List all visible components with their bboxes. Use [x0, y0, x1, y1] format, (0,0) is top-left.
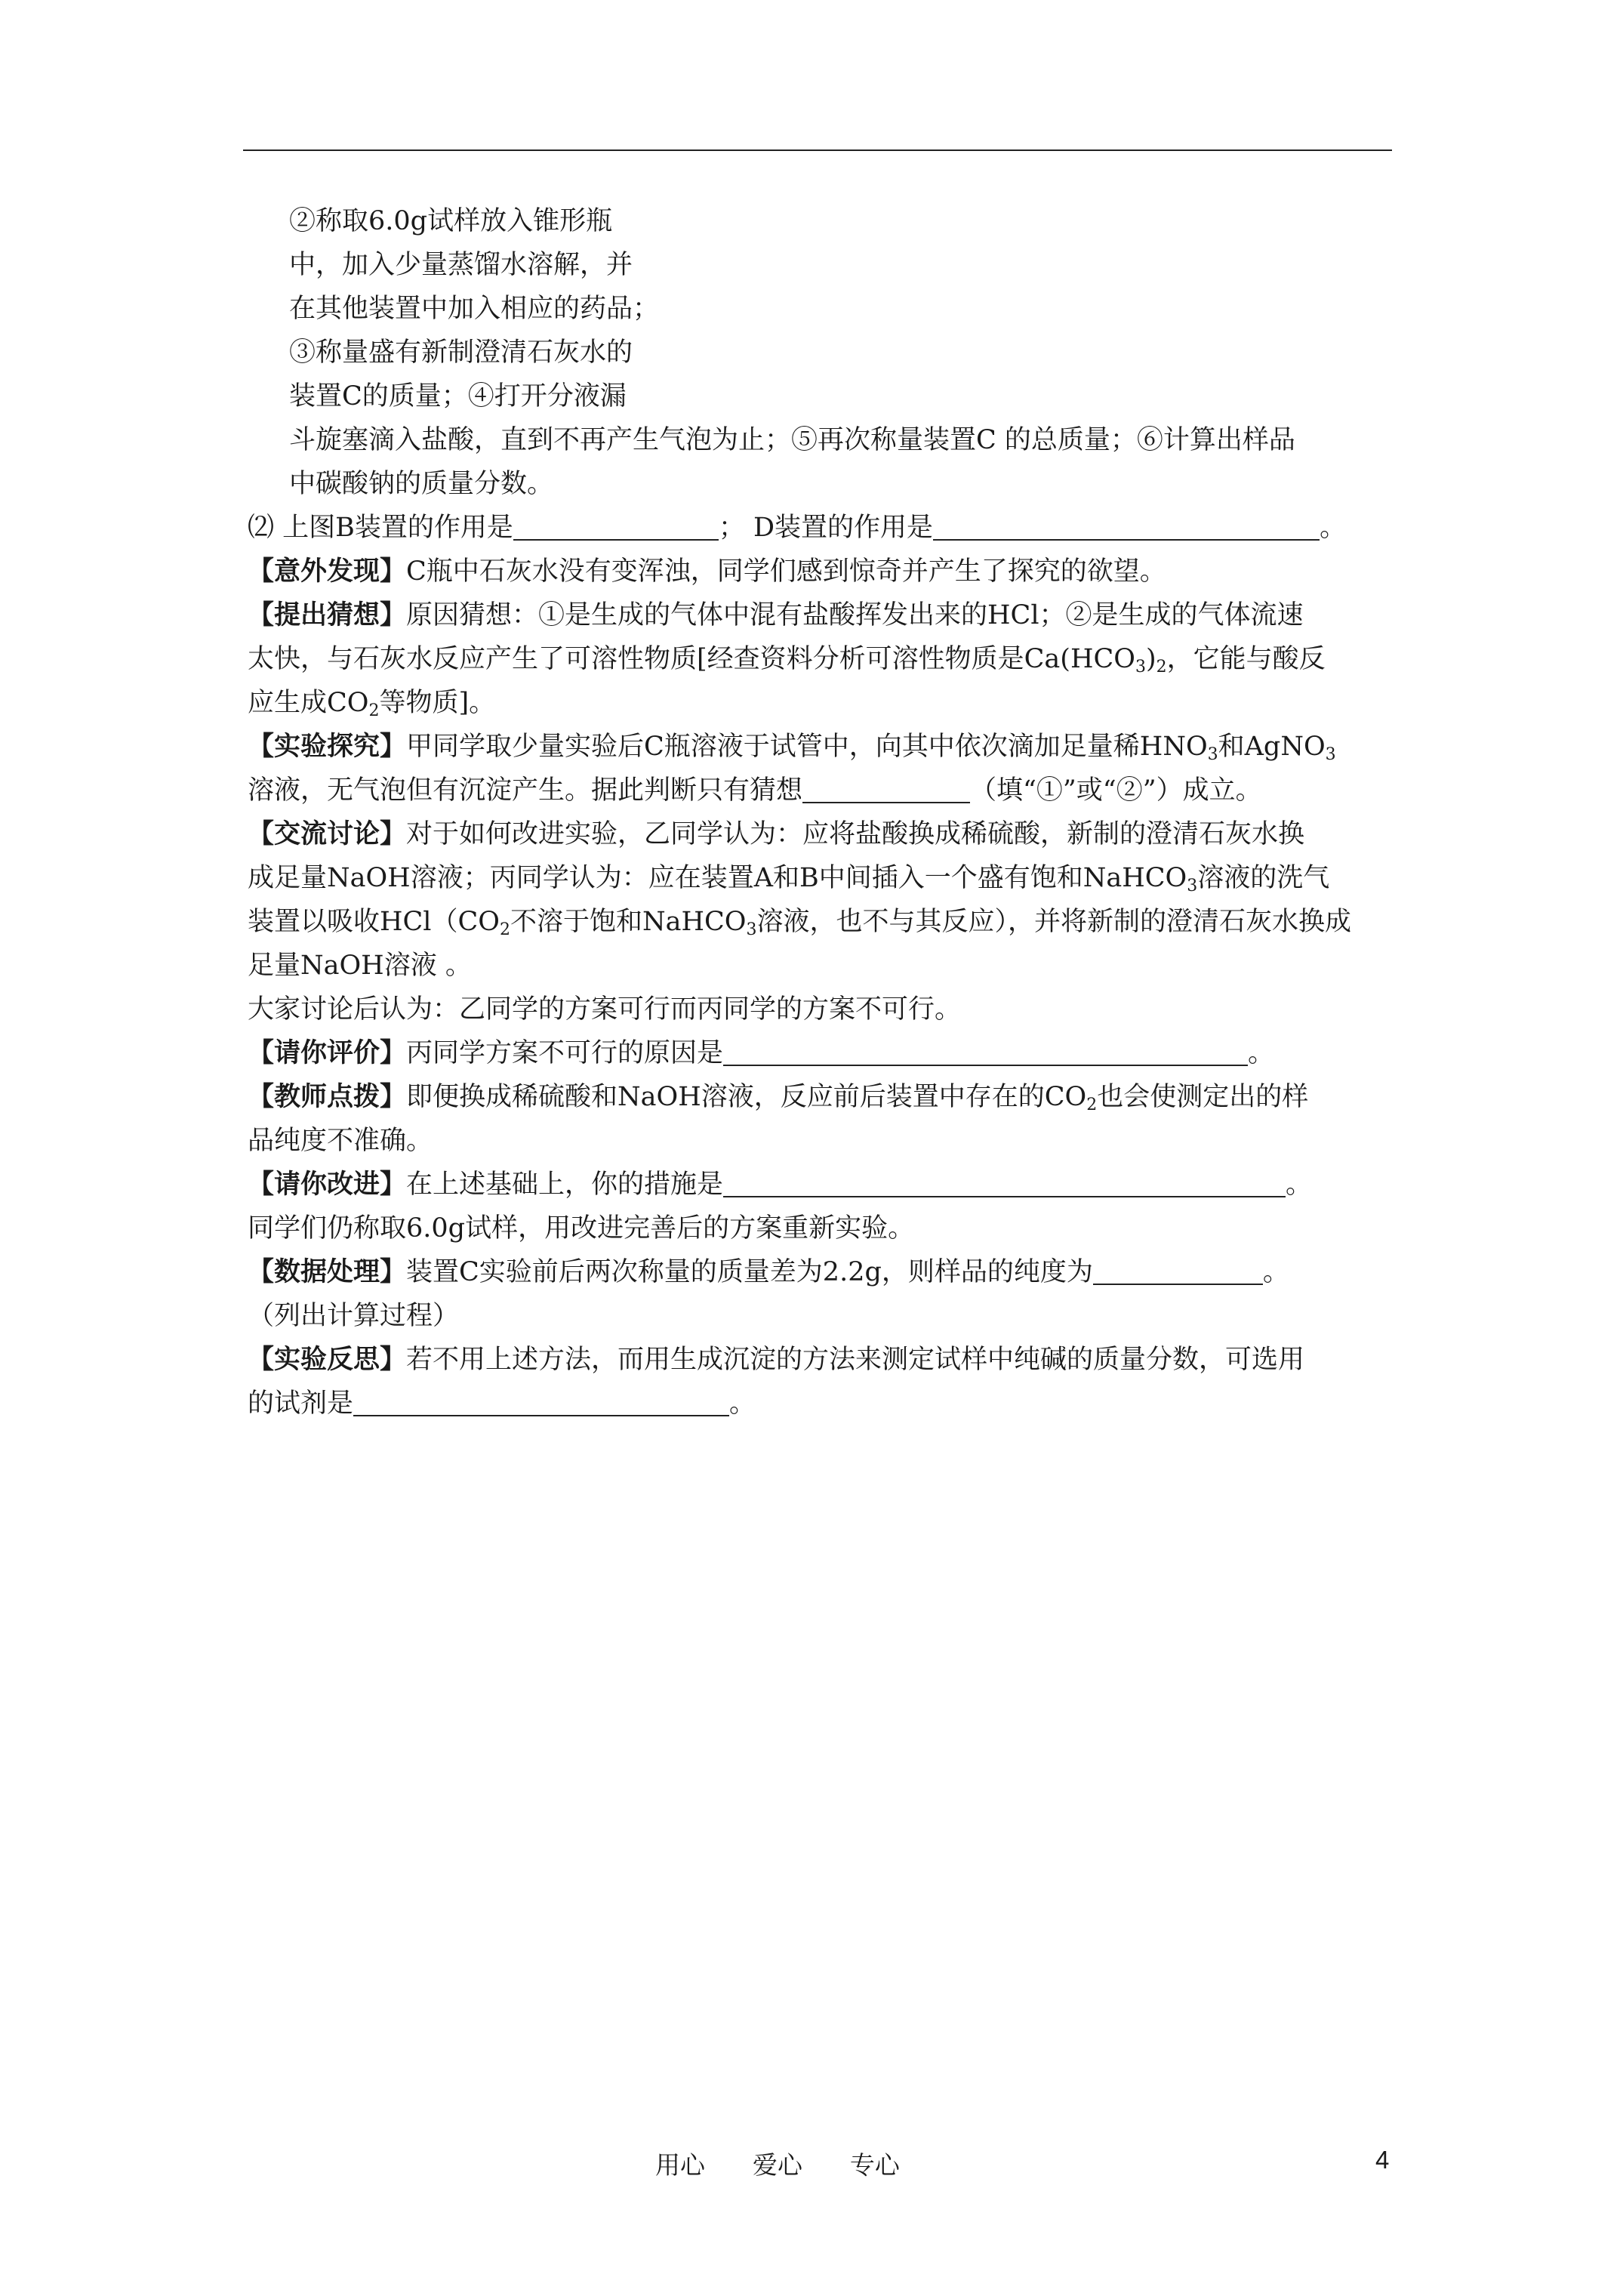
text: ； D装置的作用是	[718, 513, 934, 543]
text-line	[248, 900, 1395, 944]
text: ⑵ 上图B装置的作用是	[248, 513, 513, 543]
text: 在其他装置中加入相应的药品；	[289, 294, 660, 324]
text: 原因猜想：①是生成的气体中混有盐酸挥发出来的HCl；②是生成的气体流速	[406, 600, 1304, 630]
text: 丙同学方案不可行的原因是	[406, 1038, 724, 1068]
document-body	[248, 199, 1395, 1425]
text-line	[248, 199, 1395, 243]
text: ②称取6.0g试样放入锥形瓶	[289, 206, 613, 236]
section-jiaoshi	[248, 1075, 1395, 1119]
subscript: 3	[1207, 745, 1218, 764]
text: 斗旋塞滴入盐酸，直到不再产生气泡为止；⑤再次称量装置C 的总质量；⑥计算出样品	[289, 425, 1295, 455]
section-heading: 【请你评价】	[248, 1037, 407, 1068]
text-line	[248, 374, 1395, 418]
section-pingjia	[248, 1031, 1395, 1075]
header-rule	[243, 149, 1392, 151]
section-heading: 【数据处理】	[248, 1256, 407, 1287]
subscript: 2	[368, 701, 380, 720]
text-line	[248, 681, 1395, 725]
blank-d-function[interactable]	[933, 513, 1320, 541]
text: 即便换成稀硫酸和NaOH溶液，反应前后装置中存在的CO	[406, 1082, 1087, 1112]
subscript: 3	[1135, 658, 1146, 676]
section-shiyan	[248, 725, 1395, 769]
section-heading: 【教师点拨】	[248, 1081, 407, 1112]
section-heading: 【实验探究】	[248, 731, 407, 762]
subscript: 2	[499, 920, 510, 939]
text-line	[248, 1119, 1395, 1163]
text-line	[248, 1294, 1395, 1338]
text: ③称量盛有新制澄清石灰水的	[289, 337, 633, 368]
subscript: 3	[746, 920, 757, 939]
text: C瓶中石灰水没有变浑浊，同学们感到惊奇并产生了探究的欲望。	[406, 556, 1166, 587]
section-heading: 【意外发现】	[248, 556, 407, 587]
blank-measure[interactable]	[723, 1170, 1286, 1197]
text: 。	[1286, 1170, 1313, 1200]
text: （填“①”或“②”）成立。	[970, 775, 1262, 806]
text-line	[248, 769, 1395, 812]
text: 对于如何改进实验，乙同学认为：应将盐酸换成稀硫酸，新制的澄清石灰水换	[406, 819, 1305, 849]
text: 装置以吸收HCl（CO	[248, 907, 500, 937]
blank-reagent[interactable]	[353, 1389, 729, 1416]
section-jiaoliu	[248, 812, 1395, 856]
text: 应生成CO	[248, 688, 369, 718]
text-line	[248, 1382, 1395, 1425]
subscript: 3	[1325, 745, 1336, 764]
section-heading: 【提出猜想】	[248, 599, 407, 630]
page-number: 4	[1375, 2146, 1390, 2174]
text-line	[248, 637, 1395, 681]
subscript: 3	[1187, 877, 1198, 895]
blank-hypothesis[interactable]	[802, 776, 970, 803]
text-line	[248, 287, 1395, 331]
text: 装置C的质量；④打开分液漏	[289, 381, 627, 411]
section-fansi	[248, 1338, 1395, 1382]
text: 太快，与石灰水反应产生了可溶性物质[经查资料分析可溶性物质是Ca(HCO	[248, 644, 1135, 674]
subscript: 2	[1156, 658, 1167, 676]
text: 。	[1262, 1257, 1289, 1287]
text: 和AgNO	[1218, 732, 1326, 762]
text-line	[248, 418, 1395, 462]
section-heading: 【交流讨论】	[248, 818, 407, 849]
question-2	[248, 506, 1395, 550]
blank-b-function[interactable]	[513, 513, 719, 541]
text: 。	[729, 1388, 756, 1419]
text: 。	[1248, 1038, 1275, 1068]
text-line	[248, 331, 1395, 374]
text: 装置C实验前后两次称量的质量差为2.2g，则样品的纯度为	[406, 1257, 1093, 1287]
text: 品纯度不准确。	[248, 1126, 433, 1156]
text: 不溶于饱和NaHCO	[510, 907, 747, 937]
text-line	[248, 856, 1395, 900]
text-line	[248, 462, 1395, 506]
text: 的试剂是	[248, 1388, 354, 1419]
text: 溶液，无气泡但有沉淀产生。据此判断只有猜想	[248, 775, 803, 806]
text: 。	[1320, 513, 1347, 543]
text-line	[248, 988, 1395, 1031]
text: 足量NaOH溶液 。	[248, 951, 472, 981]
text: 溶液，也不与其反应），并将新制的澄清石灰水换成	[756, 907, 1351, 937]
text: （列出计算过程）	[248, 1301, 460, 1331]
section-tichu	[248, 593, 1395, 637]
section-shuju	[248, 1250, 1395, 1294]
text: 也会使测定出的样	[1097, 1082, 1309, 1112]
text: 中，加入少量蒸馏水溶解，并	[289, 250, 633, 280]
text: 在上述基础上，你的措施是	[406, 1170, 724, 1200]
section-heading: 【请你改进】	[248, 1169, 407, 1200]
footer-motto: 用心 爱心 专心	[655, 2150, 900, 2180]
text-line	[248, 1207, 1395, 1250]
text: 溶液的洗气	[1197, 863, 1330, 893]
section-gaijin	[248, 1163, 1395, 1207]
blank-reason[interactable]	[723, 1039, 1248, 1066]
text: 大家讨论后认为：乙同学的方案可行而丙同学的方案不可行。	[248, 994, 962, 1025]
text: 甲同学取少量实验后C瓶溶液于试管中，向其中依次滴加足量稀HNO	[406, 732, 1208, 762]
text: ，它能与酸反	[1166, 644, 1326, 674]
text: )	[1145, 644, 1156, 674]
text: 若不用上述方法，而用生成沉淀的方法来测定试样中纯碱的质量分数，可选用	[406, 1345, 1305, 1375]
subscript: 2	[1086, 1096, 1098, 1114]
text: 成足量NaOH溶液；丙同学认为：应在装置A和B中间插入一个盛有饱和NaHCO	[248, 863, 1187, 893]
text: 中碳酸钠的质量分数。	[289, 469, 554, 499]
text-line	[248, 243, 1395, 287]
text: 同学们仍称取6.0g试样，用改进完善后的方案重新实验。	[248, 1213, 915, 1244]
text-line	[248, 944, 1395, 988]
section-heading: 【实验反思】	[248, 1344, 407, 1375]
section-yiwai	[248, 550, 1395, 593]
blank-purity[interactable]	[1093, 1258, 1263, 1285]
text: 等物质]。	[379, 688, 496, 718]
